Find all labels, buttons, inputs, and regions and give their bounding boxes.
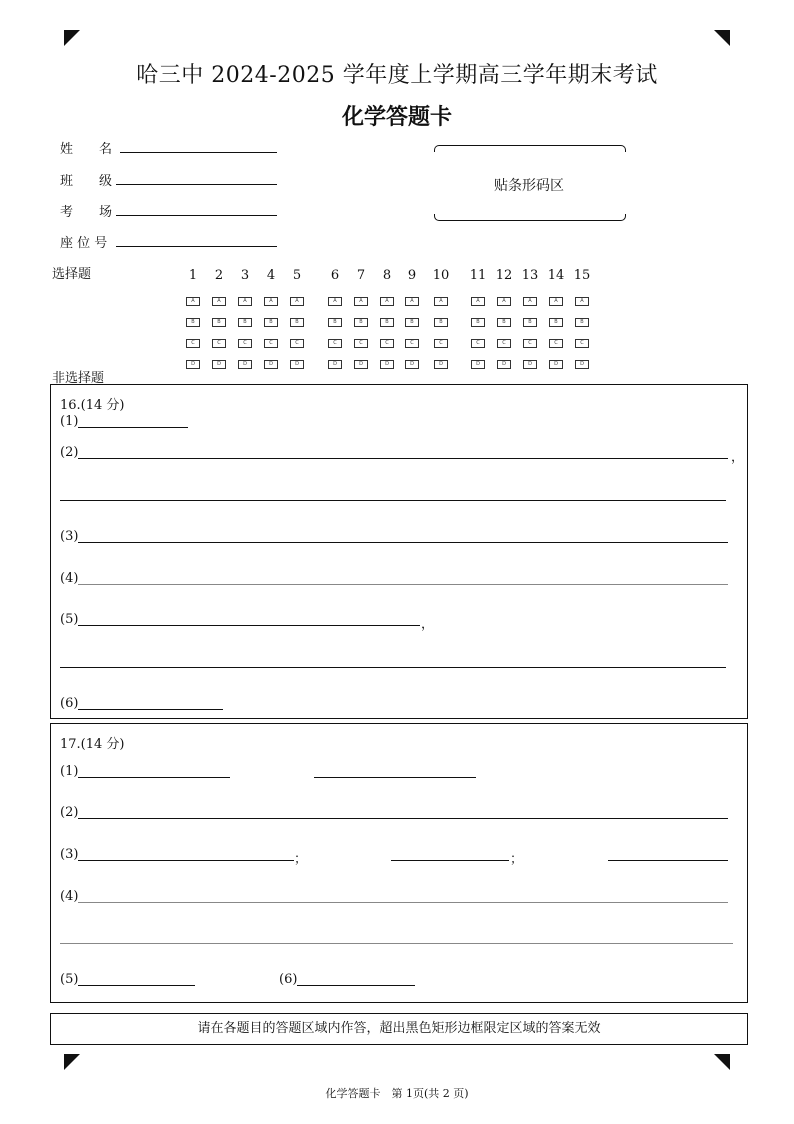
q17-part4-blank-line2[interactable] <box>60 943 733 944</box>
q17-part5-label: (5) <box>60 972 79 987</box>
choice-bubble-a[interactable]: A <box>290 297 304 306</box>
choice-question-number: 13 <box>521 268 539 283</box>
q17-part2-blank[interactable] <box>78 818 728 819</box>
choice-bubble-c[interactable]: C <box>471 339 485 348</box>
q17-answer-box <box>50 723 748 1003</box>
choice-bubble-d[interactable]: D <box>575 360 589 369</box>
choice-bubble-c[interactable]: C <box>212 339 226 348</box>
choice-bubble-d[interactable]: D <box>549 360 563 369</box>
choice-bubble-d[interactable]: D <box>354 360 368 369</box>
choice-bubble-d[interactable]: D <box>471 360 485 369</box>
page-footer: 化学答题卡 第 1页(共 2 页) <box>325 1087 469 1100</box>
choice-bubble-b[interactable]: B <box>549 318 563 327</box>
choice-bubble-d[interactable]: D <box>212 360 226 369</box>
choice-question-number: 6 <box>330 268 340 283</box>
choice-bubble-b[interactable]: B <box>186 318 200 327</box>
q17-part3-blank-a[interactable] <box>78 860 294 861</box>
choice-bubble-c[interactable]: C <box>328 339 342 348</box>
room-label: 考 场 <box>60 205 113 220</box>
choice-bubble-c[interactable]: C <box>549 339 563 348</box>
choice-bubble-a[interactable]: A <box>212 297 226 306</box>
choice-bubble-d[interactable]: D <box>264 360 278 369</box>
q16-part5-comma: ， <box>421 617 435 632</box>
registration-mark-top-left <box>64 30 80 46</box>
choice-question-number: 5 <box>292 268 302 283</box>
q16-part4-blank[interactable] <box>78 584 728 585</box>
choice-bubble-b[interactable]: B <box>290 318 304 327</box>
q17-part3-blank-c[interactable] <box>608 860 728 861</box>
choice-question-number: 3 <box>240 268 250 283</box>
seat-label: 座 位 号 <box>60 236 108 251</box>
choice-bubble-a[interactable]: A <box>549 297 563 306</box>
q17-part1-label: (1) <box>60 764 79 779</box>
choice-question-number: 8 <box>382 268 392 283</box>
choice-bubble-b[interactable]: B <box>380 318 394 327</box>
choice-bubble-c[interactable]: C <box>575 339 589 348</box>
registration-mark-bottom-left <box>64 1054 80 1070</box>
answer-sheet-title: 化学答题卡 <box>341 105 452 130</box>
choice-bubble-b[interactable]: B <box>405 318 419 327</box>
q17-part6-label: (6) <box>279 972 298 987</box>
choice-bubble-d[interactable]: D <box>290 360 304 369</box>
choice-bubble-c[interactable]: C <box>264 339 278 348</box>
seat-field[interactable] <box>116 246 277 247</box>
room-field[interactable] <box>116 215 277 216</box>
choice-bubble-b[interactable]: B <box>264 318 278 327</box>
q17-title: 17.(14 分) <box>60 737 125 752</box>
choice-bubble-d[interactable]: D <box>523 360 537 369</box>
barcode-area <box>434 145 624 221</box>
choice-bubble-b[interactable]: B <box>328 318 342 327</box>
q17-part3-semicolon-a: ； <box>294 852 308 867</box>
q16-part5-blank-line2[interactable] <box>60 667 726 668</box>
choice-bubble-a[interactable]: A <box>328 297 342 306</box>
choice-bubble-a[interactable]: A <box>434 297 448 306</box>
class-field[interactable] <box>116 184 277 185</box>
choice-bubble-c[interactable]: C <box>523 339 537 348</box>
choice-bubble-d[interactable]: D <box>238 360 252 369</box>
choice-bubble-d[interactable]: D <box>328 360 342 369</box>
q16-part2-blank[interactable] <box>78 458 728 459</box>
choice-bubble-c[interactable]: C <box>290 339 304 348</box>
choice-bubble-d[interactable]: D <box>497 360 511 369</box>
choice-bubble-b[interactable]: B <box>434 318 448 327</box>
name-field[interactable] <box>120 152 277 153</box>
choice-bubble-c[interactable]: C <box>238 339 252 348</box>
q16-part2-comma: ， <box>731 450 745 465</box>
choice-bubble-b[interactable]: B <box>238 318 252 327</box>
registration-mark-top-right <box>714 30 730 46</box>
choice-bubble-c[interactable]: C <box>497 339 511 348</box>
choice-bubble-c[interactable]: C <box>186 339 200 348</box>
choice-question-number: 11 <box>469 268 487 283</box>
choice-bubble-b[interactable]: B <box>354 318 368 327</box>
choice-question-number: 4 <box>266 268 276 283</box>
q16-part6-blank[interactable] <box>78 709 223 710</box>
q16-part3-label: (3) <box>60 529 79 544</box>
choice-section-label: 选择题 <box>52 267 92 282</box>
q16-part1-blank[interactable] <box>78 427 188 428</box>
q17-part4-label: (4) <box>60 889 79 904</box>
choice-question-number: 9 <box>407 268 417 283</box>
choice-bubble-a[interactable]: A <box>264 297 278 306</box>
choice-bubble-a[interactable]: A <box>354 297 368 306</box>
choice-bubble-d[interactable]: D <box>434 360 448 369</box>
q16-part1-label: (1) <box>60 414 79 429</box>
q16-part4-label: (4) <box>60 571 79 586</box>
choice-bubble-b[interactable]: B <box>471 318 485 327</box>
choice-bubble-b[interactable]: B <box>523 318 537 327</box>
q16-part5-label: (5) <box>60 612 79 627</box>
choice-bubble-b[interactable]: B <box>212 318 226 327</box>
q17-part1-blank-a[interactable] <box>78 777 230 778</box>
q16-answer-box <box>50 384 748 719</box>
q16-title: 16.(14 分) <box>60 398 125 413</box>
nonchoice-section-label: 非选择题 <box>52 371 105 386</box>
choice-bubble-b[interactable]: B <box>575 318 589 327</box>
choice-bubble-d[interactable]: D <box>186 360 200 369</box>
choice-bubble-d[interactable]: D <box>380 360 394 369</box>
choice-bubble-a[interactable]: A <box>238 297 252 306</box>
q17-part5-blank[interactable] <box>78 985 195 986</box>
choice-question-number: 1 <box>188 268 198 283</box>
choice-question-number: 12 <box>495 268 513 283</box>
q16-part5-blank[interactable] <box>78 625 420 626</box>
choice-bubble-a[interactable]: A <box>575 297 589 306</box>
choice-bubble-c[interactable]: C <box>380 339 394 348</box>
choice-bubble-a[interactable]: A <box>497 297 511 306</box>
notice-box: 请在各题目的答题区域内作答，超出黑色矩形边框限定区域的答案无效 <box>50 1013 748 1045</box>
q17-part3-semicolon-b: ； <box>510 852 524 867</box>
choice-question-number: 2 <box>214 268 224 283</box>
choice-bubble-a[interactable]: A <box>523 297 537 306</box>
q17-part1-blank-b[interactable] <box>314 777 476 778</box>
choice-bubble-a[interactable]: A <box>405 297 419 306</box>
barcode-label: 贴条形码区 <box>494 178 564 194</box>
choice-bubble-c[interactable]: C <box>434 339 448 348</box>
q17-part4-blank[interactable] <box>78 902 728 903</box>
q17-part2-label: (2) <box>60 805 79 820</box>
choice-question-number: 15 <box>573 268 591 283</box>
q16-part2-blank-line2[interactable] <box>60 500 726 501</box>
choice-bubble-a[interactable]: A <box>471 297 485 306</box>
registration-mark-bottom-right <box>714 1054 730 1070</box>
q16-part3-blank[interactable] <box>78 542 728 543</box>
exam-title: 哈三中 2024-2025 学年度上学期高三学年期末考试 <box>136 63 658 88</box>
q17-part6-blank[interactable] <box>297 985 415 986</box>
choice-bubble-b[interactable]: B <box>497 318 511 327</box>
choice-question-number: 7 <box>356 268 366 283</box>
choice-question-number: 14 <box>547 268 565 283</box>
name-label: 姓 名 <box>60 142 113 157</box>
q17-part3-label: (3) <box>60 847 79 862</box>
choice-bubble-c[interactable]: C <box>354 339 368 348</box>
choice-bubble-a[interactable]: A <box>186 297 200 306</box>
choice-question-number: 10 <box>432 268 450 283</box>
q16-part6-label: (6) <box>60 696 79 711</box>
choice-bubble-d[interactable]: D <box>405 360 419 369</box>
class-label: 班 级 <box>60 174 113 189</box>
q16-part2-label: (2) <box>60 445 79 460</box>
q17-part3-blank-b[interactable] <box>391 860 509 861</box>
choice-bubble-a[interactable]: A <box>380 297 394 306</box>
choice-bubble-c[interactable]: C <box>405 339 419 348</box>
